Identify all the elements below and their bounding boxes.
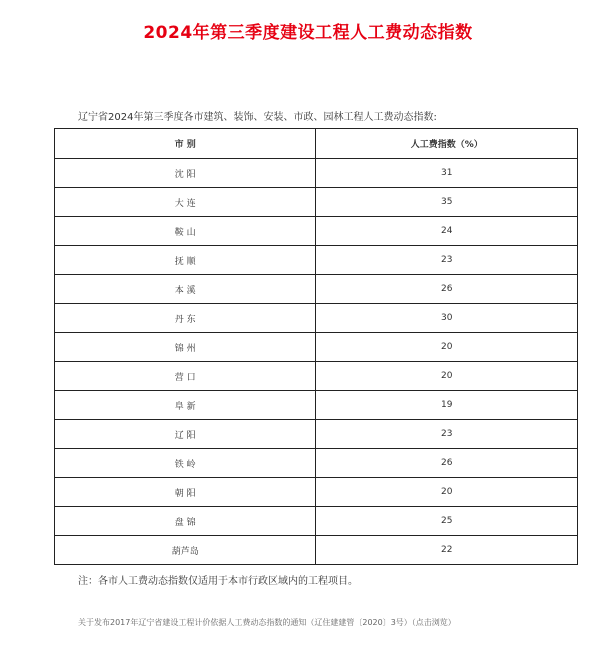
index-value-cell: 25 <box>316 507 578 536</box>
index-value-cell: 19 <box>316 391 578 420</box>
index-value-cell: 31 <box>316 159 578 188</box>
page-title: 2024年第三季度建设工程人工费动态指数 <box>143 23 473 43</box>
table-row <box>55 159 578 188</box>
table-row <box>55 188 578 217</box>
table-row <box>55 507 578 536</box>
city-cell: 阜 新 <box>55 391 316 420</box>
index-value-cell: 20 <box>316 362 578 391</box>
intro-text: 辽宁省2024年第三季度各市建筑、装饰、安装、市政、园林工程人工费动态指数: <box>78 112 437 123</box>
index-value-cell: 26 <box>316 275 578 304</box>
index-value-cell: 24 <box>316 217 578 246</box>
city-cell: 丹 东 <box>55 304 316 333</box>
city-cell: 锦 州 <box>55 333 316 362</box>
city-cell: 葫芦岛 <box>55 536 316 565</box>
header-index: 人工费指数（%） <box>316 129 578 159</box>
city-cell: 鞍 山 <box>55 217 316 246</box>
city-cell: 抚 顺 <box>55 246 316 275</box>
city-cell: 本 溪 <box>55 275 316 304</box>
table-row <box>55 449 578 478</box>
table-row <box>55 391 578 420</box>
table-row <box>55 333 578 362</box>
index-value-cell: 30 <box>316 304 578 333</box>
city-cell: 盘 锦 <box>55 507 316 536</box>
table-body <box>55 159 578 565</box>
table-row <box>55 304 578 333</box>
table-row <box>55 536 578 565</box>
index-value-cell: 22 <box>316 536 578 565</box>
labor-cost-index-table <box>54 128 578 565</box>
table-row <box>55 246 578 275</box>
index-value-cell: 20 <box>316 333 578 362</box>
table-header-row <box>55 129 578 159</box>
index-value-cell: 35 <box>316 188 578 217</box>
city-cell: 铁 岭 <box>55 449 316 478</box>
table-row <box>55 478 578 507</box>
city-cell: 营 口 <box>55 362 316 391</box>
header-city: 市 别 <box>55 129 316 159</box>
city-cell: 大 连 <box>55 188 316 217</box>
table-row <box>55 217 578 246</box>
index-value-cell: 23 <box>316 420 578 449</box>
index-value-cell: 23 <box>316 246 578 275</box>
city-cell: 朝 阳 <box>55 478 316 507</box>
index-value-cell: 20 <box>316 478 578 507</box>
table-row <box>55 420 578 449</box>
city-cell: 辽 阳 <box>55 420 316 449</box>
city-cell: 沈 阳 <box>55 159 316 188</box>
index-value-cell: 26 <box>316 449 578 478</box>
note-text: 注：各市人工费动态指数仅适用于本市行政区域内的工程项目。 <box>78 576 358 587</box>
table-row <box>55 362 578 391</box>
table-row <box>55 275 578 304</box>
notice-link[interactable]: 关于发布2017年辽宁省建设工程计价依据人工费动态指数的通知（辽住建建管〔2020〕3号）（点击浏览） <box>78 618 456 627</box>
